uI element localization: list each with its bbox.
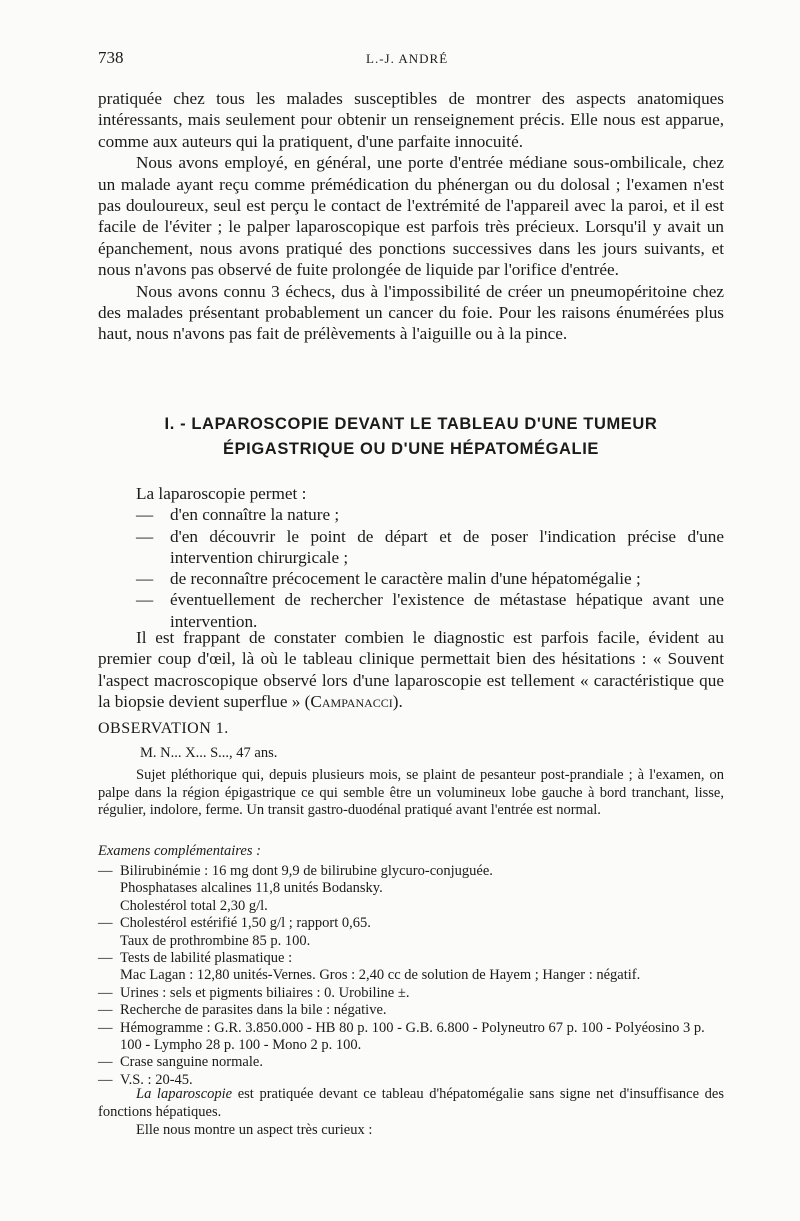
- observation-title: OBSERVATION 1.: [98, 720, 229, 737]
- list-dash: —: [136, 505, 154, 525]
- closing-text: [98, 1085, 724, 1139]
- closing-rest: est pratiquée devant ce tableau d'hépatomégalie sans signe net d'insuffisance des fonctions hépatiques.: [98, 1086, 724, 1120]
- paragraph: [98, 627, 724, 713]
- exams-title: Examens complémentaires :: [98, 843, 261, 859]
- closing-italic: La laparoscopie: [136, 1086, 233, 1102]
- exam-dash: —: [98, 984, 113, 1001]
- exam-dash: —: [98, 1071, 113, 1088]
- paragraph: Nous avons employé, en général, une porte d'entrée médiane sous-ombilicale, chez un malade ayant reçu comme prémédication du phénergan ou du dolosal ; l'examen n'est pas douloureux, seul est perçu le contact de l'extrémité de l'appareil avec la paroi, et il est facile de l'éviter ; le palper laparoscopique est parfois très précieux. Lorsqu'il y avait un épanchement, nous avons pratiqué des ponctions successives dans les jours suivants, et nous n'avons pas observé de fuite prolongée de liquide par l'orifice d'entrée.: [98, 153, 724, 280]
- list-dash: —: [136, 569, 154, 589]
- section-heading: [98, 412, 724, 462]
- exams-list: [98, 863, 724, 1089]
- exam-item: [98, 950, 724, 967]
- paragraph: pratiquée chez tous les malades susceptibles de montrer des aspects anatomiques intéressants, mais seulement pour obtenir un renseignement précis. Elle nous est apparue, comme aux auteurs qui la pratiquent, d'une parfaite innocuité.: [98, 89, 724, 151]
- list-dash: —: [136, 526, 154, 546]
- paragraph: [98, 1085, 724, 1121]
- list-item-text: éventuellement de rechercher l'existence de métastase hépatique avant une intervention.: [170, 590, 724, 631]
- exam-item: [98, 967, 724, 984]
- paragraph-close: ).: [392, 692, 403, 712]
- exam-item: [98, 1020, 724, 1055]
- exam-text: Taux de prothrombine 85 p. 100.: [120, 932, 311, 949]
- exam-text: Mac Lagan : 12,80 unités-Vernes. Gros : 2,40 cc de solution de Hayem ; Hanger : négatif.: [120, 967, 641, 984]
- exam-item: [98, 1002, 724, 1019]
- exam-dash: —: [98, 950, 113, 967]
- observation-text: [98, 767, 724, 820]
- exam-text: Bilirubinémie : 16 mg dont 9,9 de bilirubine glycuro-conjuguée.: [120, 863, 493, 879]
- exam-text: Phosphatases alcalines 11,8 unités Bodansky.: [120, 880, 383, 897]
- list-item-text: de reconnaître précocement le caractère malin d'une hépatomégalie ;: [170, 569, 641, 589]
- list-intro: La laparoscopie permet :: [136, 484, 307, 503]
- exam-dash: —: [98, 1019, 113, 1036]
- section-number: I. -: [164, 415, 187, 433]
- exam-text: Cholestérol estérifié 1,50 g/l ; rapport 0,65.: [120, 915, 371, 932]
- paragraph: Nous avons connu 3 échecs, dus à l'impossibilité de créer un pneumopéritoine chez des malades présentant probablement un cancer du foie. Pour les raisons énumérées plus haut, nous n'avons pas fait de prélèvements à l'aiguille ou à la pince.: [98, 281, 724, 344]
- exam-text: Urines : sels et pigments biliaires : 0. Urobiline ±.: [120, 984, 410, 1001]
- patient-id: M. N... X... S..., 47 ans.: [140, 745, 278, 761]
- list-item: [98, 504, 724, 525]
- exam-item: [98, 915, 724, 932]
- page-header: [98, 48, 718, 72]
- list-item-text: d'en connaître la nature ;: [170, 505, 340, 525]
- section-title-line-2: ÉPIGASTRIQUE OU D'UNE HÉPATOMÉGALIE: [222, 440, 600, 458]
- exam-text: Crase sanguine normale.: [120, 1054, 263, 1071]
- exam-item: [98, 898, 724, 915]
- exam-item: [98, 1054, 724, 1071]
- list-dash: —: [136, 590, 154, 610]
- paragraph-text: Il est frappant de constater combien le diagnostic est parfois facile, évident au premier coup d'œil, là où le tableau clinique permettait bien des hésitations : « Souvent l'aspect macroscopique observé lors d'une laparoscopie est tellement « caractéristique que la biopsie devient superflue » (: [98, 628, 724, 712]
- paragraph: Sujet pléthorique qui, depuis plusieurs mois, se plaint de pesanteur post-prandiale ; à l'examen, on palpe dans la région épigastrique ce qui semble être un volumineux lobe gauche à bord tranchant, lisse, régulier, indolore, ferme. Un transit gastro-duodénal pratiqué avant l'entrée est normal.: [98, 767, 724, 818]
- running-title: L.-J. ANDRÉ: [366, 51, 449, 66]
- list-item: [98, 568, 724, 589]
- quote-author: Campanacci: [310, 692, 393, 712]
- section-title-line-1: LAPAROSCOPIE DEVANT LE TABLEAU D'UNE TUMEUR: [191, 415, 658, 433]
- diagnosis-paragraph: [98, 627, 724, 713]
- exam-text: Tests de labilité plasmatique :: [120, 950, 293, 967]
- exam-dash: —: [98, 1054, 113, 1071]
- list: [98, 504, 724, 632]
- exam-item: [98, 933, 724, 950]
- list-item: [98, 526, 724, 569]
- exam-dash: —: [98, 1002, 113, 1019]
- list-item-text: d'en découvrir le point de départ et de poser l'indication précise d'une intervention chirurgicale ;: [170, 526, 724, 567]
- exam-text: Recherche de parasites dans la bile : négative.: [120, 1002, 387, 1019]
- exam-item: [98, 985, 724, 1002]
- exam-text: Hémogramme : G.R. 3.850.000 - HB 80 p. 100 - G.B. 6.800 - Polyneutro 67 p. 100 - Polyéosino 3 p. 100 - Lympho 28 p. 100 - Mono 2 p. 100.: [120, 1019, 705, 1054]
- list-item: [98, 589, 724, 632]
- exam-dash: —: [98, 915, 113, 932]
- exam-dash: —: [98, 863, 113, 879]
- intro-text: [98, 88, 724, 345]
- exam-text: V.S. : 20-45.: [120, 1071, 193, 1088]
- page-number: 738: [98, 48, 124, 67]
- exam-item: [98, 880, 724, 897]
- paragraph: Elle nous montre un aspect très curieux :: [136, 1122, 373, 1138]
- capabilities-list: [98, 483, 724, 632]
- exam-text: Cholestérol total 2,30 g/l.: [120, 897, 268, 914]
- exam-item: [98, 863, 724, 880]
